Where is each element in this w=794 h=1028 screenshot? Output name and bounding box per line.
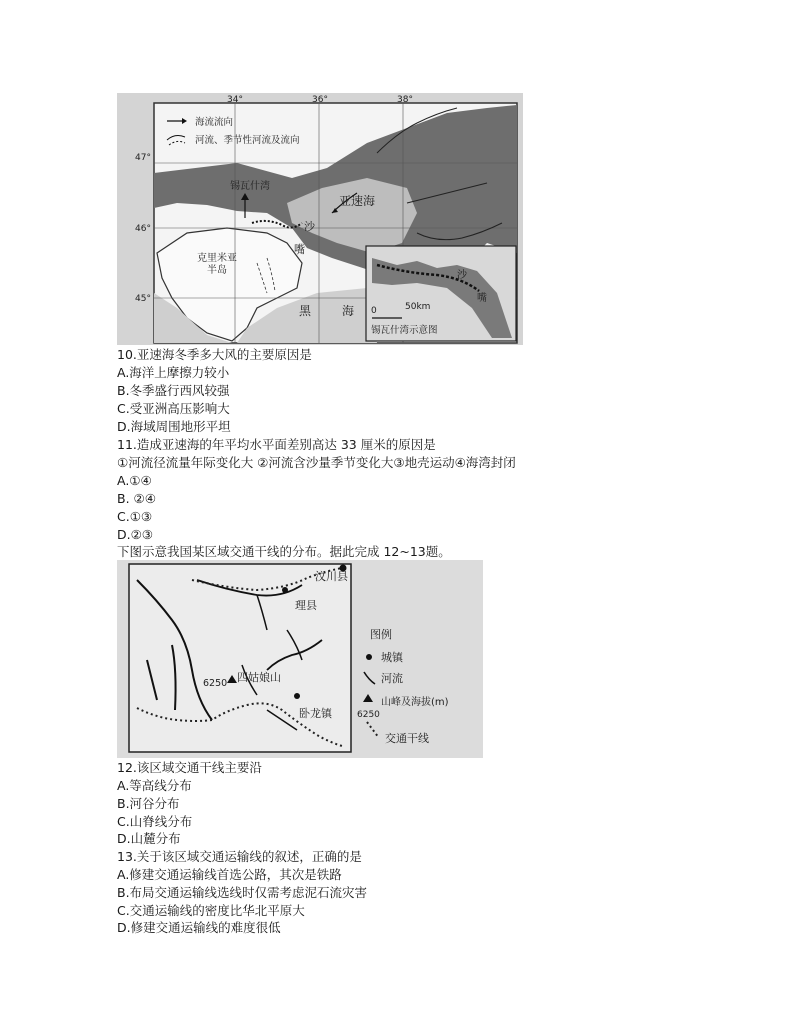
question-10-stem: 10.亚速海冬季多大风的主要原因是 [117,347,312,362]
legend-river-symbol [364,672,375,684]
town-marker-lixian [282,587,288,593]
legend-peak-label: 山峰及海拔(m) [381,697,449,708]
label-crimea: 克里米亚 [197,253,237,264]
legend-town-symbol [366,654,372,660]
legend-current-label: 海流流向 [195,117,234,128]
intro-text: 下图示意我国某区域交通干线的分布。据此完成 12~13题。 [117,544,451,559]
lon-label: 36° [312,95,328,105]
lat-label: 45° [135,294,151,304]
question-10-option-b[interactable]: B.冬季盛行西风较强 [117,383,230,398]
legend-river-label: 河流 [381,672,403,685]
label-peninsula: 半岛 [207,265,227,276]
legend-river-label: 河流、季节性河流及流向 [195,135,300,146]
question-12-option-d[interactable]: D.山麓分布 [117,831,181,846]
label-sivash-bay: 锡瓦什湾 [230,181,270,192]
question-10-option-c[interactable]: C.受亚洲高压影响大 [117,401,230,416]
label-lixian: 理县 [295,599,317,612]
question-11-statements: ①河流径流量年际变化大 ②河流含沙量季节变化大③地壳运动④海湾封闭 [117,455,516,470]
question-12-stem: 12.该区域交通干线主要沿 [117,760,262,775]
question-12-option-c[interactable]: C.山脊线分布 [117,814,193,829]
legend-peak-symbol [363,694,373,702]
question-11-option-b[interactable]: B. ②④ [117,491,156,506]
question-12-option-a[interactable]: A.等高线分布 [117,778,192,793]
question-13-option-d[interactable]: D.修建交通运输线的难度很低 [117,920,281,935]
legend-title: 图例 [370,628,392,641]
label-sea: 海 [342,304,355,318]
question-13-stem: 13.关于该区域交通运输线的叙述，正确的是 [117,849,362,864]
label-black: 黑 [299,304,312,318]
question-13-option-b[interactable]: B.布局交通运输线选线时仅需考虑泥石流灾害 [117,885,368,900]
label-azov-sea: 亚速海 [339,194,376,208]
lat-label: 47° [135,153,151,163]
label-peak-elev: 6250 [203,678,228,689]
label-wenchuan: 汶川县 [315,570,348,583]
inset-label-mouth: 嘴 [477,293,487,304]
question-12-option-b[interactable]: B.河谷分布 [117,796,180,811]
legend-peak-elev: 6250 [357,710,380,720]
question-13-option-a[interactable]: A.修建交通运输线首选公路，其次是铁路 [117,867,342,882]
question-13-option-c[interactable]: C.交通运输线的密度比华北平原大 [117,903,305,918]
question-10-option-d[interactable]: D.海域周围地形平坦 [117,419,231,434]
inset-scale-zero: 0 [371,306,377,316]
lon-label: 38° [397,95,413,105]
inset-label-sand: 沙 [457,270,467,281]
question-11-option-c[interactable]: C.①③ [117,509,153,524]
question-11-stem: 11.造成亚速海的年平均水平面差别高达 33 厘米的原因是 [117,437,436,452]
transport-map [117,560,483,758]
label-peak-name: 四姑娘山 [237,671,281,684]
label-mouth: 嘴 [294,243,305,256]
question-11-option-a[interactable]: A.①④ [117,473,152,488]
azov-sea-map [117,93,523,345]
lat-label: 46° [135,224,151,234]
label-sand: 沙 [304,220,315,233]
question-11-option-d[interactable]: D.②③ [117,527,154,542]
question-10-option-a[interactable]: A.海洋上摩擦力较小 [117,365,230,380]
legend-town-label: 城镇 [381,651,403,664]
town-marker-wolong [294,693,300,699]
lon-label: 34° [227,95,243,105]
inset-title: 锡瓦什湾示意图 [371,325,438,336]
label-wolong: 卧龙镇 [299,707,332,720]
legend-transport-symbol [367,722,379,738]
legend-transport-label: 交通干线 [385,732,429,745]
inset-scale-label: 50km [405,302,431,312]
